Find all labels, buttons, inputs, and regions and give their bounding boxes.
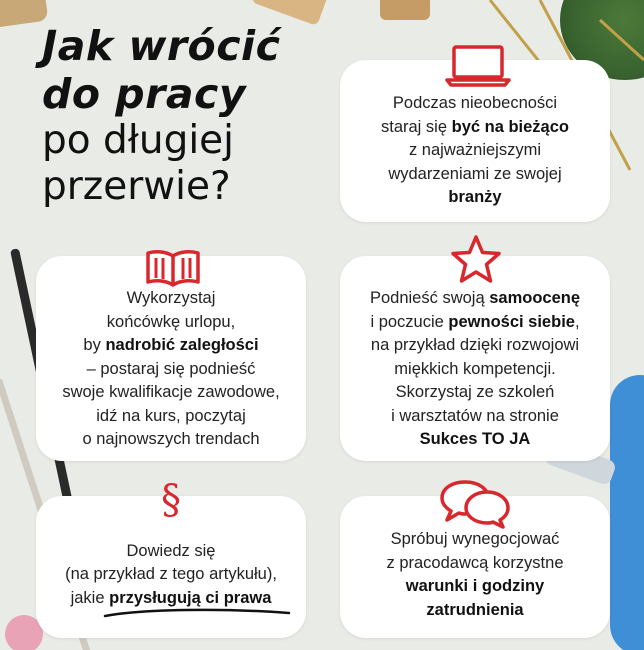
card-text: Skorzystaj ze szkoleń <box>395 383 555 402</box>
card-text: Spróbuj wynegocjować <box>390 530 560 548</box>
star-icon <box>450 234 502 284</box>
title-line: Jak wrócić <box>42 22 281 70</box>
tip-card-self-esteem <box>340 256 610 461</box>
card-text: jakie przysługują ci prawa <box>48 587 294 611</box>
card-text: Wykorzystaj <box>126 289 216 308</box>
blue-fork-decoration <box>610 375 644 650</box>
page-title <box>42 22 342 210</box>
card-text: (na przykład z tego artykułu), <box>65 565 277 584</box>
card-text: idź na kurs, poczytaj <box>96 406 246 425</box>
paragraph-icon: § <box>161 477 181 523</box>
underline-stroke <box>103 607 293 619</box>
card-text: by nadrobić zaległości <box>83 336 259 355</box>
card-text: na przykład dzięki rozwojowi <box>370 336 580 355</box>
card-text: warunki i godziny <box>405 577 545 595</box>
wooden-toy-decoration <box>380 0 430 20</box>
card-text: i poczucie pewności siebie, <box>370 312 580 331</box>
card-text: Podnieść swoją samoocenę <box>369 289 581 308</box>
card-text: swoje kwalifikacje zawodowe, <box>62 383 280 402</box>
card-text: – postaraj się podnieść <box>86 359 256 378</box>
card-text: z najważniejszymi <box>408 141 542 160</box>
card-text: końcówkę urlopu, <box>106 312 236 331</box>
card-text: branży <box>448 188 502 207</box>
card-text: miękkich kompetencji. <box>394 359 556 378</box>
laptop-icon <box>445 42 511 88</box>
card-text: staraj się być na bieżąco <box>381 117 569 136</box>
card-text: o najnowszych trendach <box>82 430 260 449</box>
title-line: przerwie? <box>42 164 231 209</box>
speech-bubbles-icon <box>438 478 512 530</box>
open-book-icon <box>143 248 203 290</box>
card-text: zatrudnienia <box>426 600 524 619</box>
title-line: po długiej <box>42 118 234 163</box>
card-text: wydarzeniami ze swojej <box>388 164 562 183</box>
card-text: z pracodawcą korzystne <box>386 553 564 572</box>
card-text: Dowiedz się <box>126 541 216 560</box>
title-line: do pracy <box>42 70 247 118</box>
card-text: Sukces TO JA <box>419 430 531 449</box>
card-text: Podczas nieobecności <box>392 94 558 113</box>
card-text: i warsztatów na stronie <box>391 406 559 425</box>
